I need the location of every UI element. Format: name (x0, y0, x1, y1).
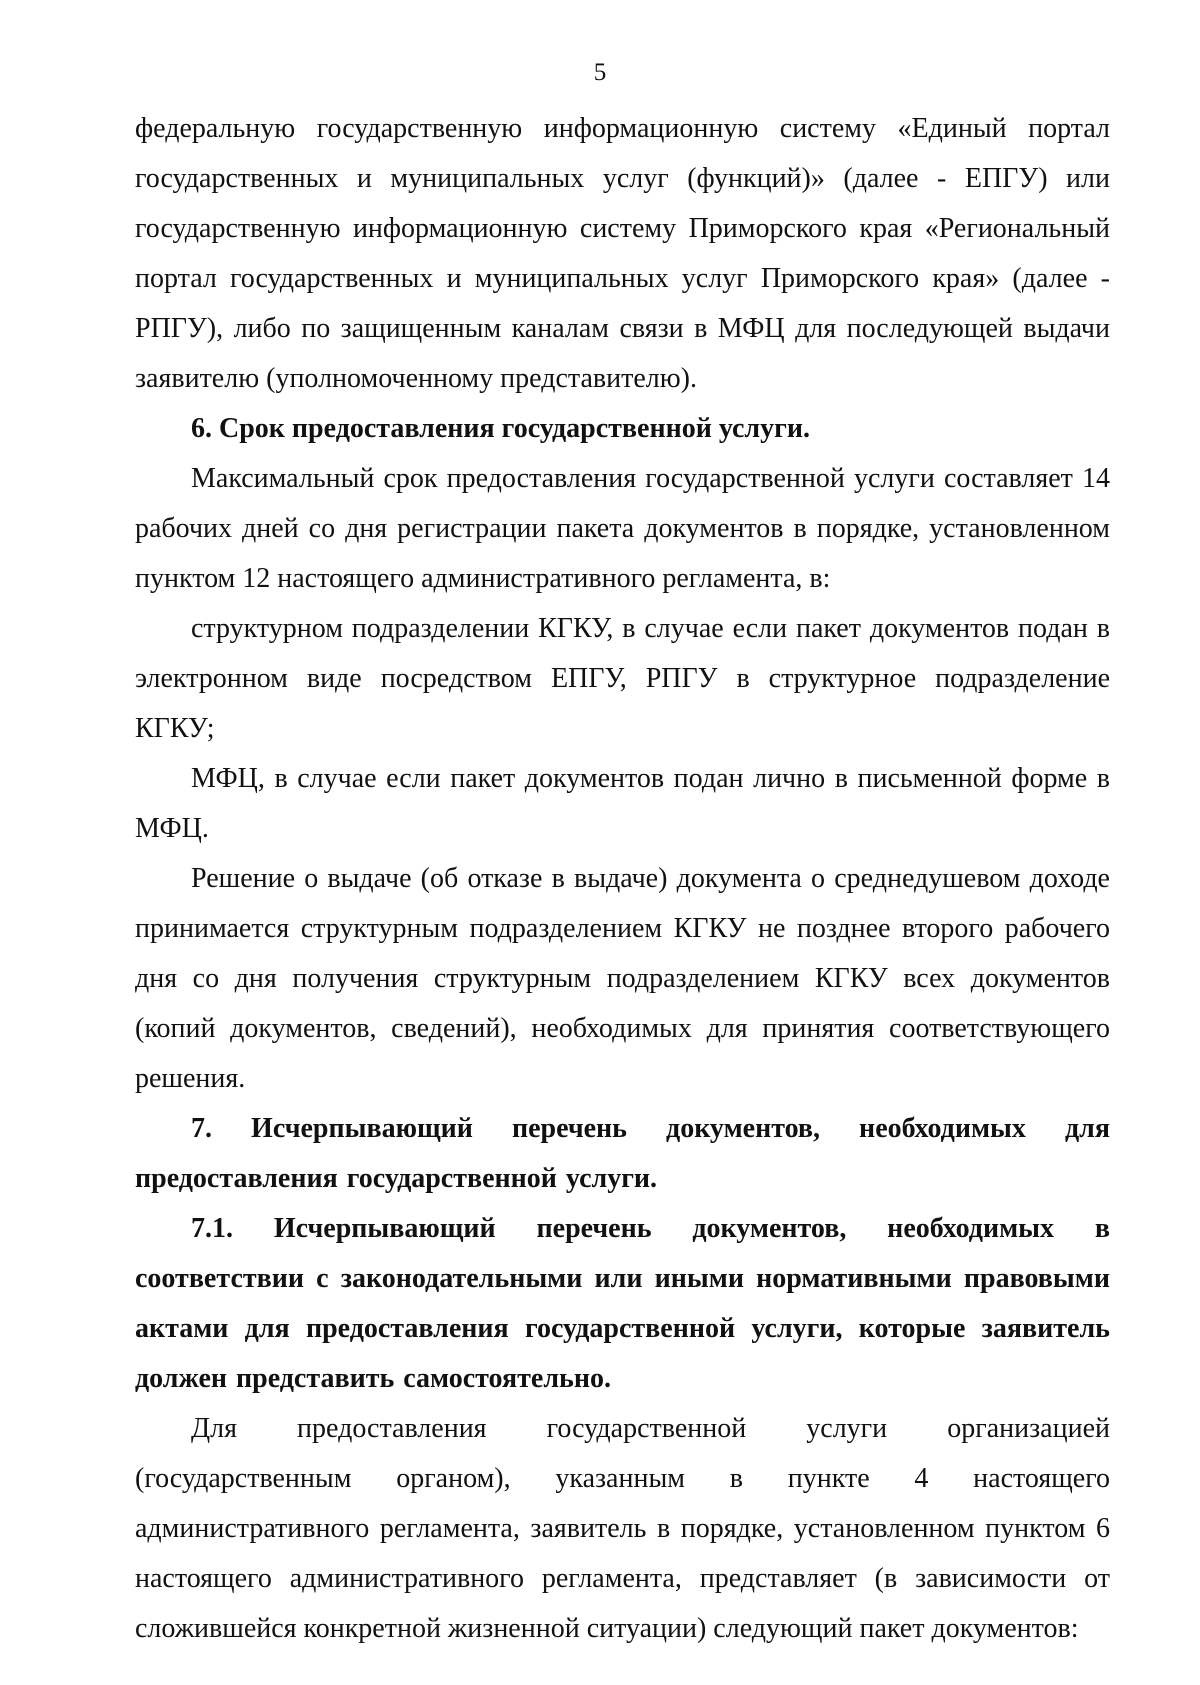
section-heading-7-1: 7.1. Исчерпывающий перечень документов, необходимых в соответствии с законодательными или иными нормативными правовыми актами для предоставления государственной услуги, которые заявитель должен представить самостоятельно. (135, 1213, 1110, 1394)
section-heading-6: 6. Срок предоставления государственной услуги. (191, 413, 810, 444)
paragraph-decision: Решение о выдаче (об отказе в выдаче) документа о среднедушевом доходе принимается структурным подразделением КГКУ не позднее второго рабочего дня со дня получения структурным подразделением КГКУ всех документов (копий документов, сведений), необходимых для принятия соответствующего решения. (135, 863, 1110, 1094)
section-heading-7: 7. Исчерпывающий перечень документов, необходимых для предоставления государственной услуги. (135, 1113, 1110, 1194)
paragraph-mfc-case: МФЦ, в случае если пакет документов подан лично в письменной форме в МФЦ. (135, 763, 1110, 844)
page-number: 5 (593, 59, 607, 86)
paragraph-kgku-case: структурном подразделении КГКУ, в случае если пакет документов подан в электронном виде посредством ЕПГУ, РПГУ в структурное подразделение КГКУ; (135, 613, 1110, 744)
paragraph-continuation: федеральную государственную информационную систему «Единый портал государственных и муниципальных услуг (функций)» (далее - ЕПГУ) или государственную информационную систему Приморского края «Региональный портал государственных и муниципальных услуг Приморского края» (далее - РПГУ), либо по защищенным каналам связи в МФЦ для последующей выдачи заявителю (уполномоченному представителю). (135, 113, 1110, 394)
document-body (135, 104, 1110, 1654)
paragraph-max-term: Максимальный срок предоставления государственной услуги составляет 14 рабочих дней со дня регистрации пакета документов в порядке, установленном пунктом 12 настоящего административного регламента, в: (135, 463, 1110, 594)
paragraph-documents-package: Для предоставления государственной услуги организацией (государственным органом), указанным в пункте 4 настоящего административного регламента, заявитель в порядке, установленном пунктом 6 настоящего административного регламента, представляет (в зависимости от сложившейся конкретной жизненной ситуации) следующий пакет документов: (135, 1413, 1110, 1644)
